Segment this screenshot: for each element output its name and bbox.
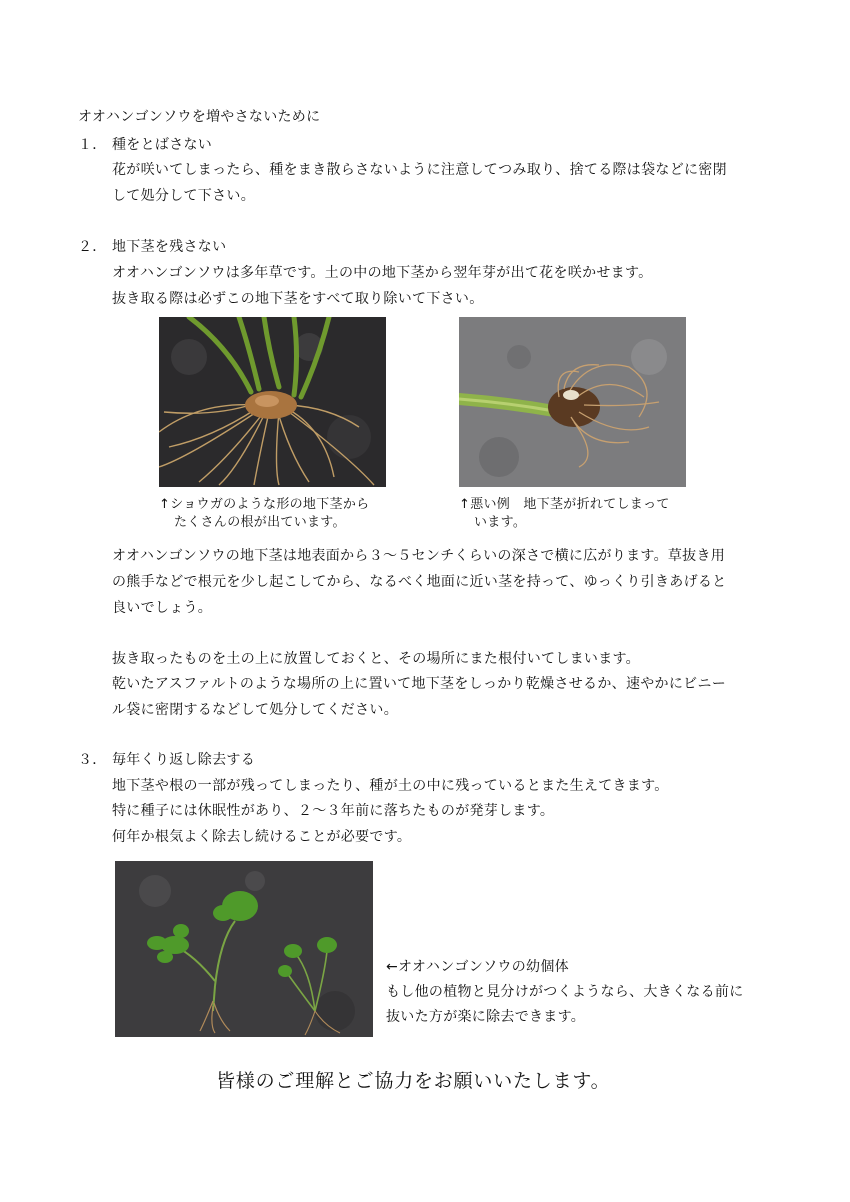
rootstock-illustration: [159, 317, 386, 487]
section-2-para2-line-3: 良いでしょう。: [112, 600, 213, 616]
section-2-para3-line-3: ル袋に密閉するなどして処分してください。: [112, 702, 398, 718]
page-title: オオハンゴンソウを増やさないために: [78, 109, 321, 125]
section-2-line-2: 抜き取る際は必ずこの地下茎をすべて取り除いて下さい。: [112, 291, 484, 307]
section-2-para2-line-1: オオハンゴンソウの地下茎は地表面から３～５センチくらいの深さで横に広がります。草抜き用: [112, 548, 726, 564]
section-1-line-2: して処分して下さい。: [112, 188, 255, 204]
closing-message: 皆様のご理解とご協力をお願いいたします。: [216, 1070, 611, 1092]
seedlings-illustration: [115, 861, 373, 1037]
section-3-line-3: 何年か根気よく除去し続けることが必要です。: [112, 829, 412, 845]
broken-rootstock-caption-line-2: います。: [474, 515, 527, 530]
section-2-para3-line-1: 抜き取ったものを土の上に放置しておくと、その場所にまた根付いてしまいます。: [112, 651, 640, 667]
section-2-line-1: オオハンゴンソウは多年草です。土の中の地下茎から翌年芽が出て花を咲かせます。: [112, 265, 653, 281]
section-1-heading: 種をとばさない: [112, 137, 213, 153]
section-2-para3-line-2: 乾いたアスファルトのような場所の上に置いて地下茎をしっかり乾燥させるか、速やかにビニー: [112, 676, 727, 692]
section-2-number: ２．: [78, 239, 107, 255]
broken-rootstock-caption-line-1: ↑悪い例 地下茎が折れてしまって: [459, 497, 670, 512]
seedlings-caption-line-3: 抜いた方が楽に除去できます。: [386, 1009, 586, 1025]
broken-rootstock-illustration: [459, 317, 686, 487]
seedlings-caption-line-1: ←オオハンゴンソウの幼個体: [386, 959, 569, 975]
seedlings-caption-line-2: もし他の植物と見分けがつくようなら、大きくなる前に: [386, 984, 744, 1000]
section-3-number: ３．: [78, 752, 107, 768]
rootstock-caption-line-1: ↑ショウガのような形の地下茎から: [159, 497, 370, 512]
section-2-heading: 地下茎を残さない: [112, 239, 227, 255]
rootstock-caption-line-2: たくさんの根が出ています。: [174, 515, 346, 530]
seedlings-photo: [115, 861, 373, 1037]
section-3-line-2: 特に種子には休眠性があり、２～３年前に落ちたものが発芽します。: [112, 803, 555, 819]
section-1-number: １．: [78, 137, 107, 153]
section-1-line-1: 花が咲いてしまったら、種をまき散らさないように注意してつみ取り、捨てる際は袋などに密閉: [112, 162, 727, 178]
broken-rootstock-photo: [459, 317, 686, 487]
rootstock-photo: [159, 317, 386, 487]
section-3-line-1: 地下茎や根の一部が残ってしまったり、種が土の中に残っているとまた生えてきます。: [112, 778, 669, 794]
section-2-para2-line-2: の熊手などで根元を少し起こしてから、なるべく地面に近い茎を持って、ゆっくり引きあげると: [112, 574, 727, 590]
section-3-heading: 毎年くり返し除去する: [112, 752, 255, 768]
